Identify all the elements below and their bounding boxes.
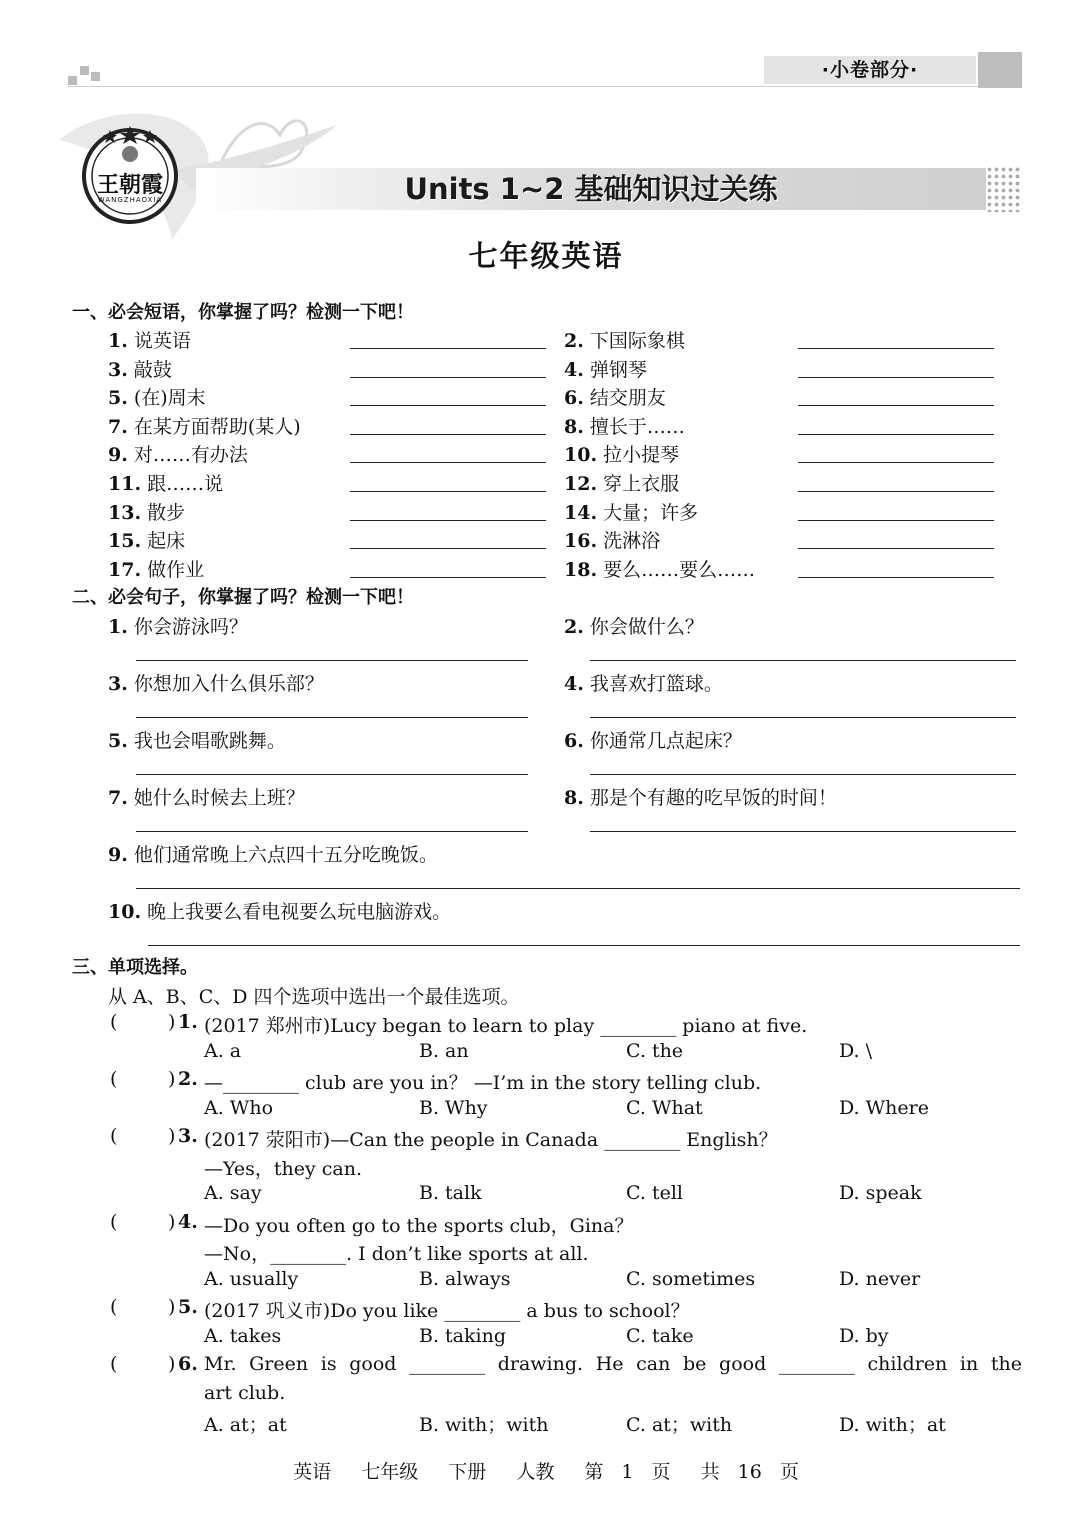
sentence-item: [108, 897, 451, 924]
item-number: 6.: [564, 730, 584, 752]
choice-option[interactable]: D. \: [839, 1039, 873, 1062]
answer-line[interactable]: [136, 831, 528, 832]
answer-blank[interactable]: [350, 491, 546, 492]
answer-bracket[interactable]: ( ): [110, 1296, 176, 1318]
phrase-item: [564, 355, 647, 382]
page-title: Units 1~2 基础知识过关练: [404, 172, 778, 206]
answer-blank[interactable]: [350, 548, 546, 549]
choice-option[interactable]: D. speak: [839, 1182, 922, 1204]
page-footer: [0, 1457, 1092, 1484]
answer-blank[interactable]: [350, 434, 546, 435]
phrase-text: 弹钢琴: [589, 358, 647, 381]
answer-blank[interactable]: [350, 405, 546, 406]
sentence-text: 他们通常晚上六点四十五分吃晚饭。: [133, 844, 438, 866]
choice-option[interactable]: D. Where: [839, 1096, 929, 1119]
phrase-text: 说英语: [133, 330, 191, 352]
sentence-item: [564, 726, 742, 753]
logo-subtext: WANGZHAOXIA: [97, 196, 163, 204]
answer-blank[interactable]: [798, 405, 994, 406]
phrase-text: (在)周末: [133, 387, 206, 410]
phrase-text: 穿上衣服: [603, 473, 680, 495]
question-stem: —No，________. I don’t like sports at all.: [204, 1243, 589, 1265]
phrase-text: 要么……要么……: [603, 558, 756, 581]
phrase-text: 擅长于……: [589, 415, 685, 438]
item-number: 2.: [564, 330, 584, 352]
answer-line[interactable]: [590, 831, 1016, 832]
phrase-item: [108, 526, 185, 553]
item-number: 17.: [108, 558, 142, 581]
item-number: 8.: [564, 787, 584, 809]
question-stem: (2017 郑州市)Lucy began to learn to play ________ piano at five.: [204, 1015, 808, 1037]
sentence-item: [564, 612, 704, 639]
corner-square: [80, 66, 89, 75]
answer-line[interactable]: [590, 774, 1016, 775]
phrase-text: 散步: [147, 501, 186, 524]
phrase-item: [564, 440, 679, 467]
phrase-item: [108, 469, 223, 496]
item-number: 3.: [108, 358, 128, 381]
sentence-item: [108, 840, 438, 867]
item-number: 5.: [108, 387, 128, 410]
phrase-item: [108, 355, 172, 382]
sentence-text: 我喜欢打篮球。: [589, 673, 723, 695]
phrase-text: 敲鼓: [133, 358, 172, 381]
answer-line[interactable]: [136, 717, 528, 718]
answer-blank[interactable]: [350, 377, 546, 378]
phrase-item: [564, 469, 679, 496]
item-number: 7.: [108, 787, 128, 809]
sentence-text: 你会做什么？: [589, 616, 704, 638]
item-number: 7.: [108, 415, 128, 438]
sentence-item: [564, 783, 837, 810]
choice-option[interactable]: C. sometimes: [626, 1267, 756, 1290]
choice-option[interactable]: D. never: [839, 1267, 921, 1290]
footer-publisher: 人教: [516, 1461, 555, 1483]
answer-blank[interactable]: [350, 520, 546, 521]
choice-option[interactable]: C. What: [626, 1096, 703, 1119]
choice-option[interactable]: B. Why: [419, 1096, 488, 1119]
sentence-item: [108, 726, 286, 753]
choice-option[interactable]: A. Who: [204, 1096, 274, 1119]
footer-page-number: 第 1 页: [584, 1461, 671, 1483]
choice-option[interactable]: A. usually: [204, 1267, 299, 1290]
question-stem: —Do you often go to the sports club，Gina？: [204, 1214, 634, 1237]
choice-option[interactable]: A. at；at: [204, 1414, 287, 1436]
phrase-text: 下国际象棋: [589, 330, 685, 352]
item-number: 8.: [564, 415, 584, 438]
choice-option[interactable]: C. take: [626, 1324, 694, 1347]
question-stem: —________ club are you in？ —I’m in the story telling club.: [204, 1072, 762, 1094]
choice-option[interactable]: C. at；with: [626, 1414, 733, 1436]
answer-line[interactable]: [590, 717, 1016, 718]
item-number: 2.: [564, 616, 584, 638]
sentence-text: 你会游泳吗？: [133, 616, 248, 638]
answer-line[interactable]: [136, 774, 528, 775]
sentence-text: 你通常几点起床？: [589, 730, 742, 752]
choice-option[interactable]: B. talk: [419, 1182, 482, 1204]
phrase-item: [108, 412, 301, 439]
answer-bracket[interactable]: ( ): [110, 1125, 176, 1147]
phrase-item: [564, 555, 755, 582]
answer-blank[interactable]: [798, 577, 994, 578]
choice-option[interactable]: B. an: [419, 1039, 469, 1062]
phrase-text: 做作业: [147, 558, 205, 581]
item-number: 3.: [108, 673, 128, 695]
question-number: 4.: [178, 1210, 198, 1233]
phrase-item: [108, 440, 248, 467]
item-number: 11.: [108, 473, 142, 495]
answer-blank[interactable]: [350, 462, 546, 463]
header-rule: [68, 86, 1022, 87]
choice-option[interactable]: B. always: [419, 1267, 511, 1290]
sentence-text: 我也会唱歌跳舞。: [133, 730, 286, 752]
section-1-heading: 一、必会短语，你掌握了吗？检测一下吧！: [72, 302, 414, 323]
item-number: 13.: [108, 501, 142, 524]
choice-option[interactable]: B. taking: [419, 1324, 506, 1347]
brand-logo: [80, 124, 180, 224]
sentence-text: 你想加入什么俱乐部？: [133, 673, 324, 695]
answer-bracket[interactable]: ( ): [110, 1011, 176, 1033]
logo-text: 王朝霞: [96, 172, 163, 198]
item-number: 6.: [564, 387, 584, 410]
answer-blank[interactable]: [350, 348, 546, 349]
item-number: 4.: [564, 673, 584, 695]
answer-blank[interactable]: [350, 577, 546, 578]
question-stem: art club.: [204, 1381, 286, 1404]
choice-option[interactable]: A. a: [204, 1039, 242, 1062]
sentence-item: [108, 783, 305, 810]
section-2-heading: 二、必会句子，你掌握了吗？检测一下吧！: [72, 587, 414, 608]
section-3-instruction: 从 A、B、C、D 四个选项中选出一个最佳选项。: [108, 986, 520, 1008]
phrase-item: [108, 555, 204, 582]
answer-blank[interactable]: [798, 520, 994, 521]
phrase-item: [564, 326, 685, 353]
item-number: 10.: [564, 444, 598, 467]
corner-square: [91, 72, 100, 81]
answer-line[interactable]: [136, 888, 1020, 889]
answer-line[interactable]: [590, 660, 1016, 661]
phrase-item: [564, 412, 685, 439]
item-number: 1.: [108, 616, 128, 638]
phrase-text: 拉小提琴: [603, 444, 680, 467]
answer-blank[interactable]: [798, 377, 994, 378]
phrase-text: 起床: [147, 530, 186, 553]
question-stem: (2017 荥阳市)—Can the people in Canada ________ English？: [204, 1129, 778, 1151]
answer-bracket[interactable]: ( ): [110, 1353, 176, 1375]
question-number: 3.: [178, 1125, 198, 1147]
sentence-text: 那是个有趣的吃早饭的时间！: [589, 787, 837, 809]
answer-bracket[interactable]: ( ): [110, 1210, 176, 1233]
phrase-item: [108, 498, 185, 525]
item-number: 15.: [108, 530, 142, 553]
question-number: 2.: [178, 1068, 198, 1090]
question-number: 5.: [178, 1296, 198, 1318]
phrase-text: 跟……说: [147, 473, 224, 495]
footer-volume: 下册: [448, 1461, 487, 1483]
phrase-text: 洗淋浴: [603, 530, 661, 553]
phrase-text: 在某方面帮助(某人): [133, 415, 301, 438]
sentence-text: 她什么时候去上班？: [133, 787, 305, 809]
choice-option[interactable]: B. with；with: [419, 1414, 549, 1436]
choice-option[interactable]: A. say: [204, 1182, 262, 1204]
sentence-item: [108, 612, 248, 639]
item-number: 16.: [564, 530, 598, 553]
phrase-item: [108, 383, 206, 410]
item-number: 18.: [564, 558, 598, 581]
answer-blank[interactable]: [798, 491, 994, 492]
question-stem: Mr. Green is good ________ drawing. He can be good ________ children in the: [204, 1353, 1022, 1375]
question-stem: —Yes，they can.: [204, 1157, 363, 1180]
answer-blank[interactable]: [798, 462, 994, 463]
item-number: 1.: [108, 330, 128, 352]
question-number: 1.: [178, 1011, 198, 1033]
badge-tab: [978, 52, 1022, 88]
phrase-item: [108, 326, 191, 353]
sentence-text: 晚上我要么看电视要么玩电脑游戏。: [147, 901, 452, 923]
answer-line[interactable]: [148, 945, 1020, 946]
answer-blank[interactable]: [798, 548, 994, 549]
item-number: 4.: [564, 358, 584, 381]
phrase-item: [564, 383, 666, 410]
footer-subject: 英语: [293, 1461, 332, 1483]
phrase-item: [564, 526, 660, 553]
choice-option[interactable]: C. tell: [626, 1182, 683, 1204]
phrase-text: 对……有办法: [133, 444, 248, 467]
page-subtitle: 七年级英语: [468, 239, 624, 273]
question-number: 6.: [178, 1353, 198, 1375]
phrase-text: 结交朋友: [589, 387, 666, 410]
choice-option[interactable]: D. by: [839, 1324, 889, 1347]
item-number: 10.: [108, 901, 142, 923]
question-stem: (2017 巩义市)Do you like ________ a bus to school？: [204, 1300, 690, 1322]
section-badge: ·小卷部分·: [764, 56, 976, 84]
sentence-item: [564, 669, 723, 696]
item-number: 5.: [108, 730, 128, 752]
answer-blank[interactable]: [798, 348, 994, 349]
item-number: 9.: [108, 844, 128, 866]
answer-bracket[interactable]: ( ): [110, 1068, 176, 1090]
item-number: 9.: [108, 444, 128, 467]
dot-pattern: [986, 166, 1022, 212]
corner-square: [68, 76, 77, 85]
choice-option[interactable]: C. the: [626, 1039, 684, 1062]
footer-grade: 七年级: [361, 1461, 419, 1483]
section-3-heading: 三、单项选择。: [72, 957, 198, 978]
item-number: 12.: [564, 473, 598, 495]
phrase-item: [564, 498, 698, 525]
choice-option[interactable]: A. takes: [204, 1324, 282, 1347]
item-number: 14.: [564, 501, 598, 524]
answer-line[interactable]: [136, 660, 528, 661]
choice-option[interactable]: D. with；at: [839, 1414, 946, 1436]
phrase-text: 大量；许多: [603, 501, 699, 524]
sentence-item: [108, 669, 324, 696]
answer-blank[interactable]: [798, 434, 994, 435]
footer-page-total: 共 16 页: [700, 1461, 799, 1483]
